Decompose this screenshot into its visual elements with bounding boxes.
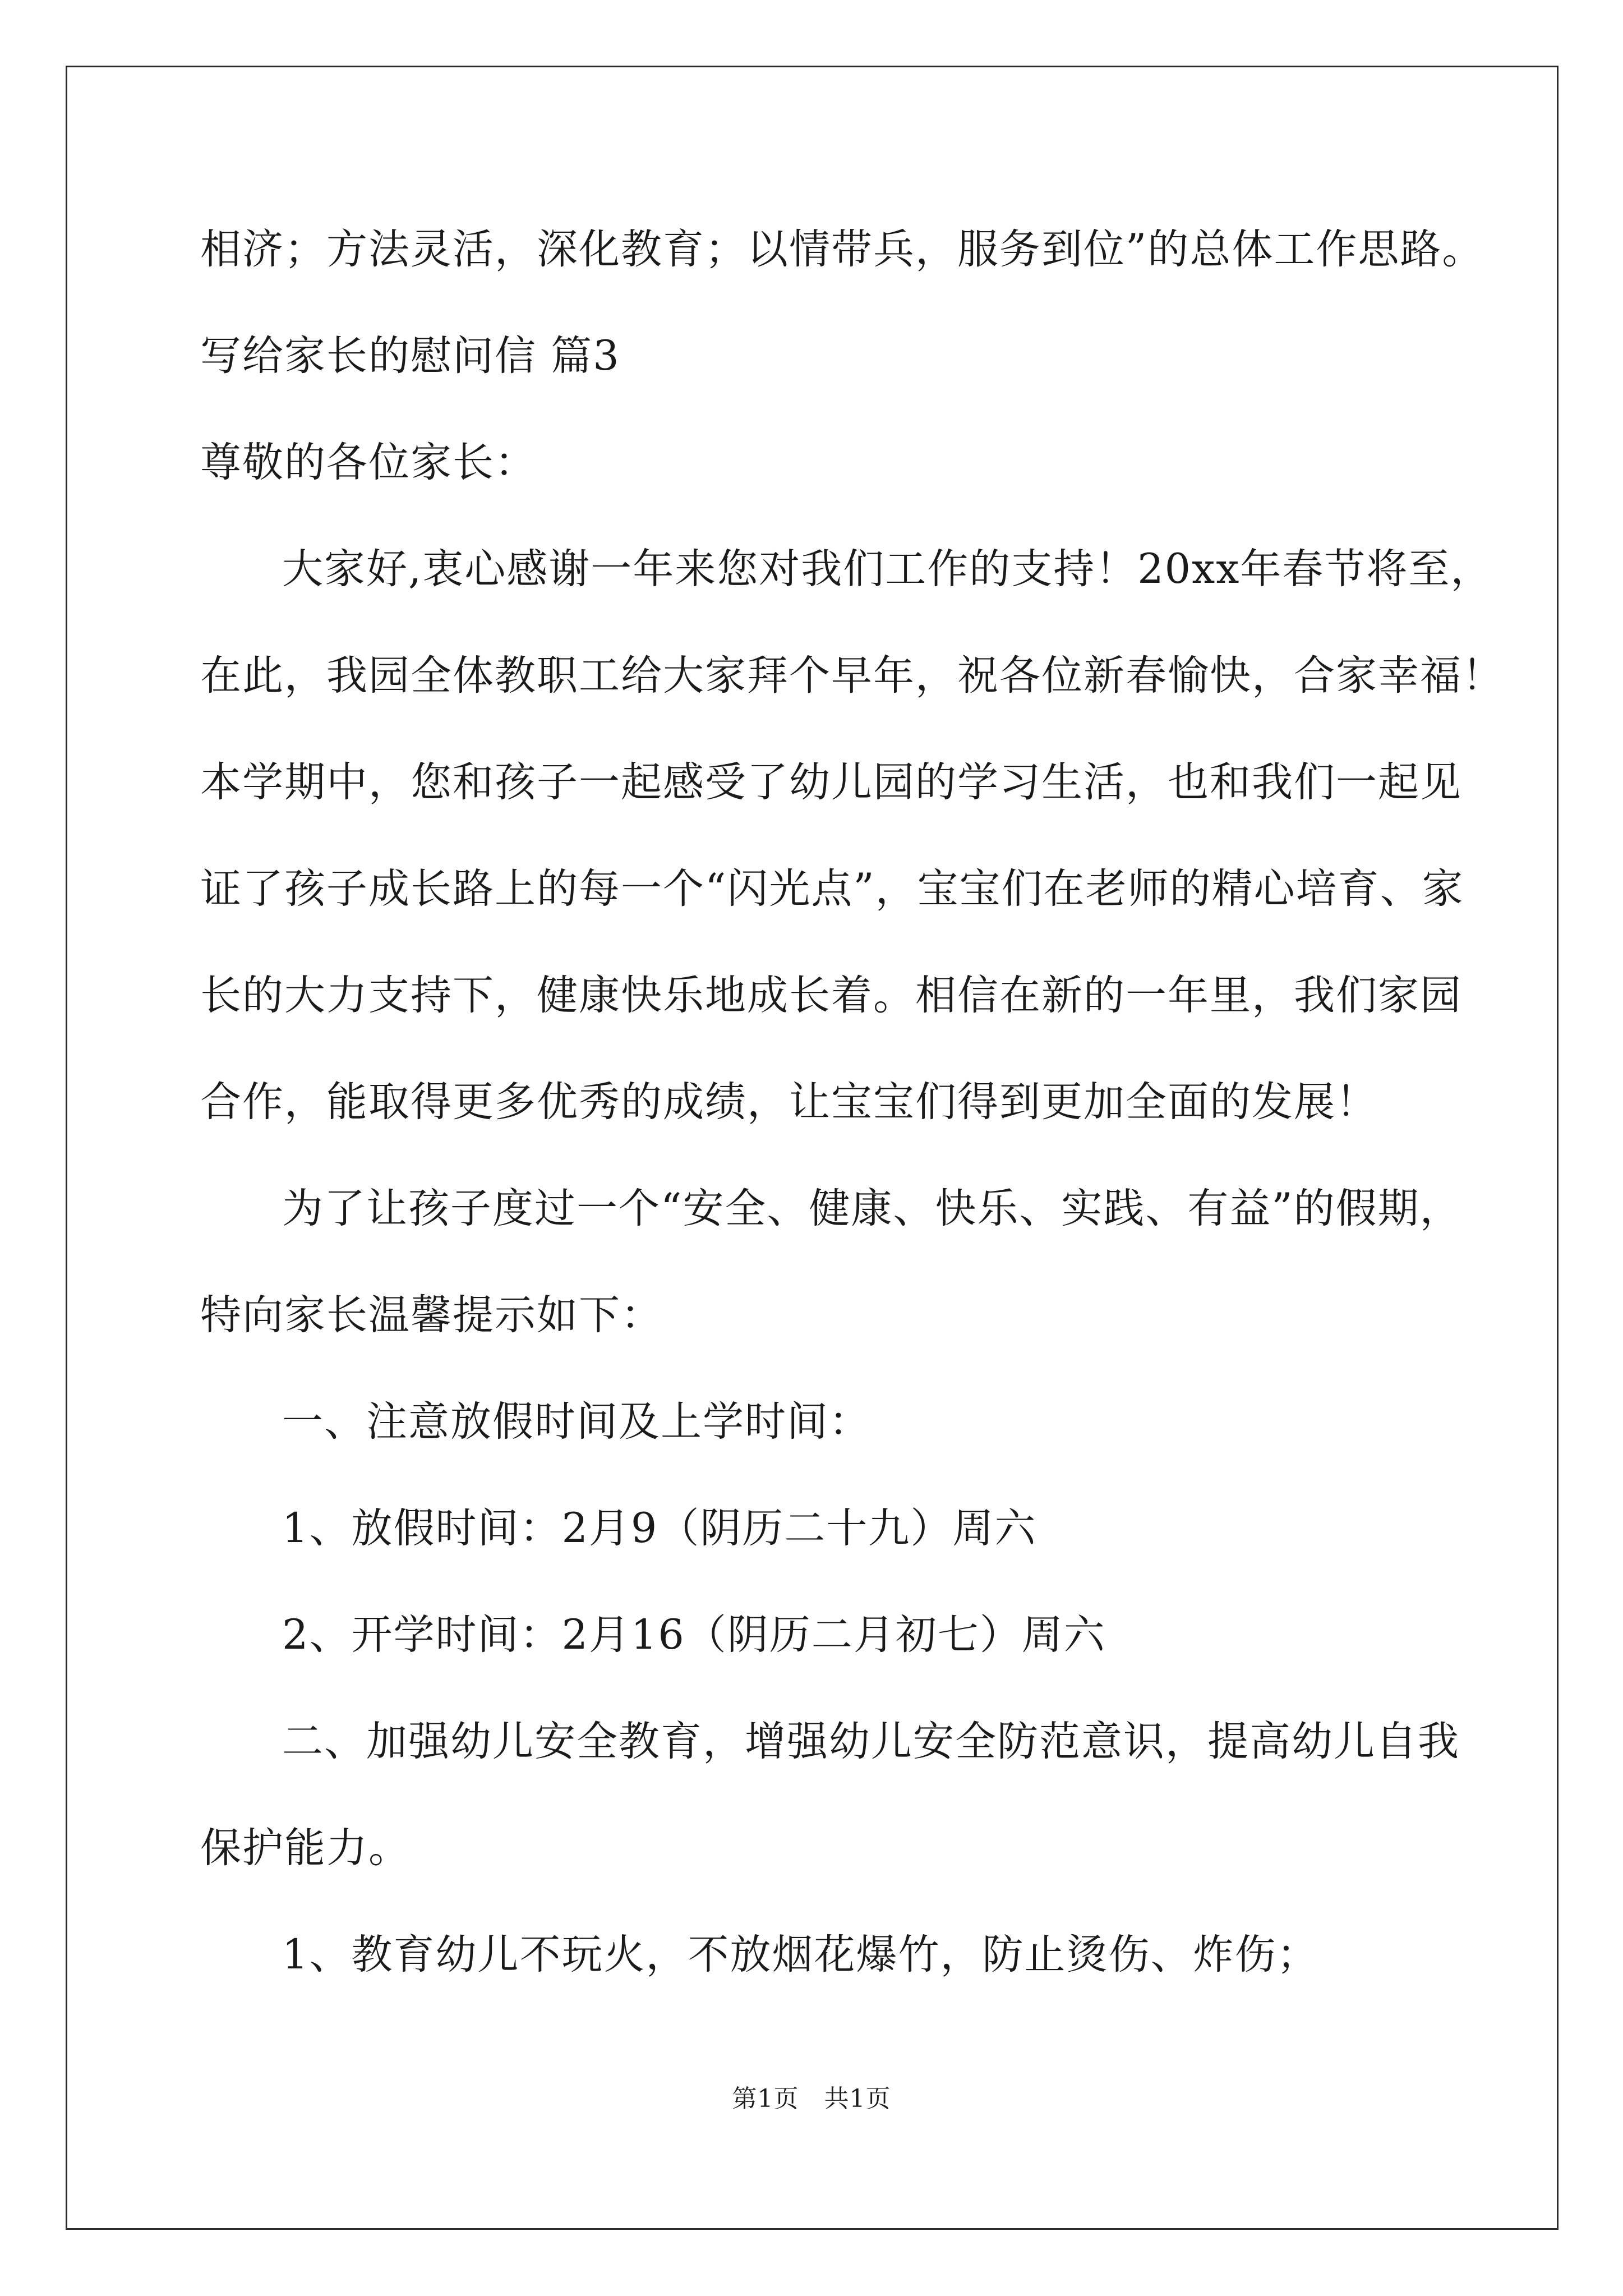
section-heading: 写给家长的慰问信 篇3 — [200, 332, 620, 380]
list-item: 1、放假时间：2月9（阴历二十九）周六 — [282, 1504, 1037, 1552]
text-line: 特向家长温馨提示如下： — [200, 1291, 663, 1339]
text-line: 本学期中，您和孩子一起感受了幼儿园的学习生活，也和我们一起见 — [200, 758, 1462, 806]
list-item: 2、开学时间：2月16（阴历二月初七）周六 — [282, 1611, 1106, 1659]
text-line: 在此，我园全体教职工给大家拜个早年，祝各位新春愉快，合家幸福！ — [200, 652, 1504, 700]
page-number-footer: 第1页 共1页 — [732, 2085, 891, 2113]
text-line: 证了孩子成长路上的每一个“闪光点”，宝宝们在老师的精心培育、家 — [200, 865, 1464, 913]
text-line: 长的大力支持下，健康快乐地成长着。相信在新的一年里，我们家园 — [200, 972, 1462, 1019]
text-line: 相济；方法灵活，深化教育；以情带兵，服务到位”的总体工作思路。 — [200, 226, 1484, 273]
text-line: 为了让孩子度过一个“安全、健康、快乐、实践、有益”的假期， — [282, 1185, 1462, 1232]
page-border — [66, 66, 1559, 2230]
salutation: 尊敬的各位家长： — [200, 439, 537, 486]
list-heading: 一、注意放假时间及上学时间： — [282, 1398, 871, 1446]
list-heading: 二、加强幼儿安全教育，增强幼儿安全防范意识，提高幼儿自我 — [282, 1718, 1460, 1765]
text-line: 大家好,衷心感谢一年来您对我们工作的支持！20xx年春节将至， — [282, 545, 1493, 593]
list-item: 1、教育幼儿不玩火，不放烟花爆竹，防止烫伤、炸伤； — [282, 1931, 1319, 1978]
text-line: 保护能力。 — [200, 1824, 411, 1872]
text-line: 合作，能取得更多优秀的成绩，让宝宝们得到更加全面的发展！ — [200, 1078, 1378, 1126]
